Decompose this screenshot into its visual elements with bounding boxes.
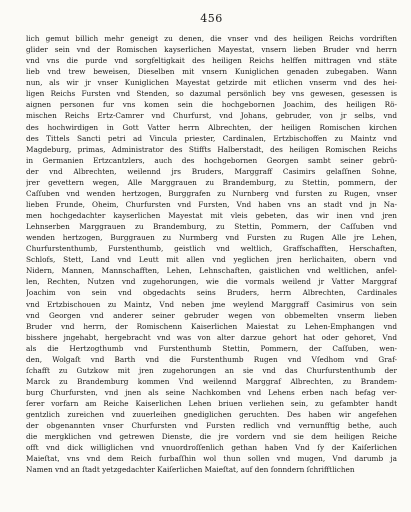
text-line: ſerer vorfarn am Reiche Kaiserlichen Lehen briuen verliehen sein, zu gefambter handt <box>26 399 397 409</box>
text-line: ſchafft zu Gutzkow mit jren zugehorungen an sie vnd das Churfurstenthumb der <box>26 365 397 375</box>
text-line: mischen Reichs Ertz-Camrer vnd Churfurst, vnd Johans, gebruder, von jr selbs, vnd <box>26 111 397 121</box>
text-line: vnd Ertzbischouen zu Maintz, Vnd neben jme weylend Marggraff Casimirus von sein <box>26 299 397 309</box>
text-line: nun, als wir jr vnser Kuniglichen Mayestat getzirde mit etlichen vnserm vnd des hei- <box>26 78 397 88</box>
text-line: len, Rechten, Nutzen vnd zugehorungen, wie die vormals weilend jr Vatter Marggraf <box>26 277 397 287</box>
text-line: glider sein vnd der Romischen kayserlichen Mayestat, vnsern lieben Bruder vnd herrn <box>26 45 397 55</box>
text-line: in Germanien Ertzcantzlers, auch des hochgebornen Georgen sambt seiner gebrü- <box>26 155 397 165</box>
text-line: offt vnd dick williglichen vnd vnuordroſſenlich gethan haben Vnd ſy der Kaiſerlichen <box>26 443 397 453</box>
text-line: jrer gevettern wegen, Alle Marggrauen zu Brandemburg, zu Stettin, pommern, der <box>26 177 397 187</box>
text-line: ligen Reichs Fursten vnd Stenden, so dazumal persönlich bey vns gewesen, gesessen is <box>26 89 397 99</box>
text-line: lieb vnd trew beweisen, Dieselben mit vnsern Kuniglichen genaden zubegaben. Wann <box>26 67 397 77</box>
text-line: Nidern, Mannen, Mannschafften, Lehen, Lehnschaften, gaistlichen vnd weltlichen, anfel- <box>26 266 397 276</box>
text-line: wenden hertzogen, Burggrauen zu Nurmberg vnd Fursten zu Rugen Alle jre Lehen, <box>26 233 397 243</box>
text-line: bisshere jngehabt, hergebracht vnd was von alter darzue gehort hat oder gehoret, Vnd <box>26 332 397 342</box>
text-line: lieben Frunde, Oheim, Churfursten vnd Fursten, Vnd haben vns an stadt vnd jn Na- <box>26 199 397 209</box>
text-line: Maieſtat, vns vnd dem Reich furbaſſhin wol thun sollen vnd mugen, Vnd darumb ja <box>26 454 397 464</box>
text-line: vnd vns die purde vnd sorgfeltigkait des heiligen Reichs helffen mittragen vnd stäte <box>26 56 397 66</box>
text-line: lich gemut billich mehr geneigt zu denen, die vnser vnd des heiligen Reichs vordriften <box>26 34 397 43</box>
text-line: Caſſuben vnd wenden hertzogen, Burggrafen zu Nurnberg vnd fursten zu Rugen, vnser <box>26 188 397 198</box>
text-line: men hochgedachter kayserlichen Mayestat mit vleis gebeten, das wir inen vnd jren <box>26 211 397 220</box>
text-line: des hochwirdigen in Gott Vatter herrn Albrechten, der heiligen Romischen kirchen <box>26 122 397 132</box>
text-line: der vnd Albrechten, weilennd jrs Bruders, Marggraff Casimirs gelaſſnen Sohne, <box>26 166 397 176</box>
text-line: den, Wolgaſt vnd Barth vnd die Furstenthumb Rugen vnd Vſedhom vnd Graf- <box>26 354 397 364</box>
text-line: burg Churfursten, vnd jnen als seine Nachkomben vnd Lehens erben nach befag ver- <box>26 388 397 397</box>
text-line: der obgenannten vnser Churfursten vnd Fursten redlich vnd vernunfftig bethe, auch <box>26 421 397 431</box>
text-line: des Tittels Sancti petri ad Vincula priester, Cardinalen, Ertzbischoffen zu Maintz vnd <box>26 133 397 143</box>
text-line: die mergklichen vnd getrewen Dienste, die jre vordern vnd sie dem heiligen Reiche <box>26 432 397 442</box>
text-line: aignen personen fur vns komen sein die hochgebornen Joachim, des heiligen Rö- <box>26 100 397 110</box>
text-line: vnd Georgen vnd anderer seiner gebruder wegen von obbemelten vnserm lieben <box>26 310 397 320</box>
text-line: Lehnserben Marggrauen zu Brandemburg, zu Stettin, Pommern, der Caſſuben vnd <box>26 222 397 232</box>
text-line: gentzlich zureichen vnd zuuerleihen gnediglichen geruchten. Des haben wir angefehen <box>26 410 397 420</box>
text-line: als die Hertzogthumb vnd Furstenthumb Stettin, Pommern, der Caſſuben, wen- <box>26 343 397 353</box>
text-line: Magdeburg, primas, Administrator des Stiffts Halberstadt, des heiligen Romischen Reichs <box>26 144 397 154</box>
text-line: Namen vnd an ſtadt yetzgedachter Kaiſerlichen Maieſtat, auf den ſonndern ſchrifftlichen <box>26 465 355 475</box>
text-line: Bruder vnd herrn, der Romischenn Kaiserlichen Maiestat zu Lehen-Emphangen vnd <box>26 321 397 331</box>
text-line: Marck zu Brandemburg kommen Vnd weilennd Marggraf Albrechten, zu Brandem- <box>26 376 397 386</box>
text-line: Joachim von sein vnd obgedachts seins Bruders, herrn Albrechten, Cardinales <box>26 288 397 298</box>
body-text <box>26 33 397 476</box>
text-line: Schlofs, Stett, Land vnd Leutt mit allen vnd yeglichen jren herlichaiten, obern vnd <box>26 255 397 265</box>
page-number: 456 <box>200 12 223 25</box>
text-line: Churfurstenthumb, Furstenthumb, geistlich vnd weltlich, Graffschafften, Herschaften, <box>26 244 397 254</box>
